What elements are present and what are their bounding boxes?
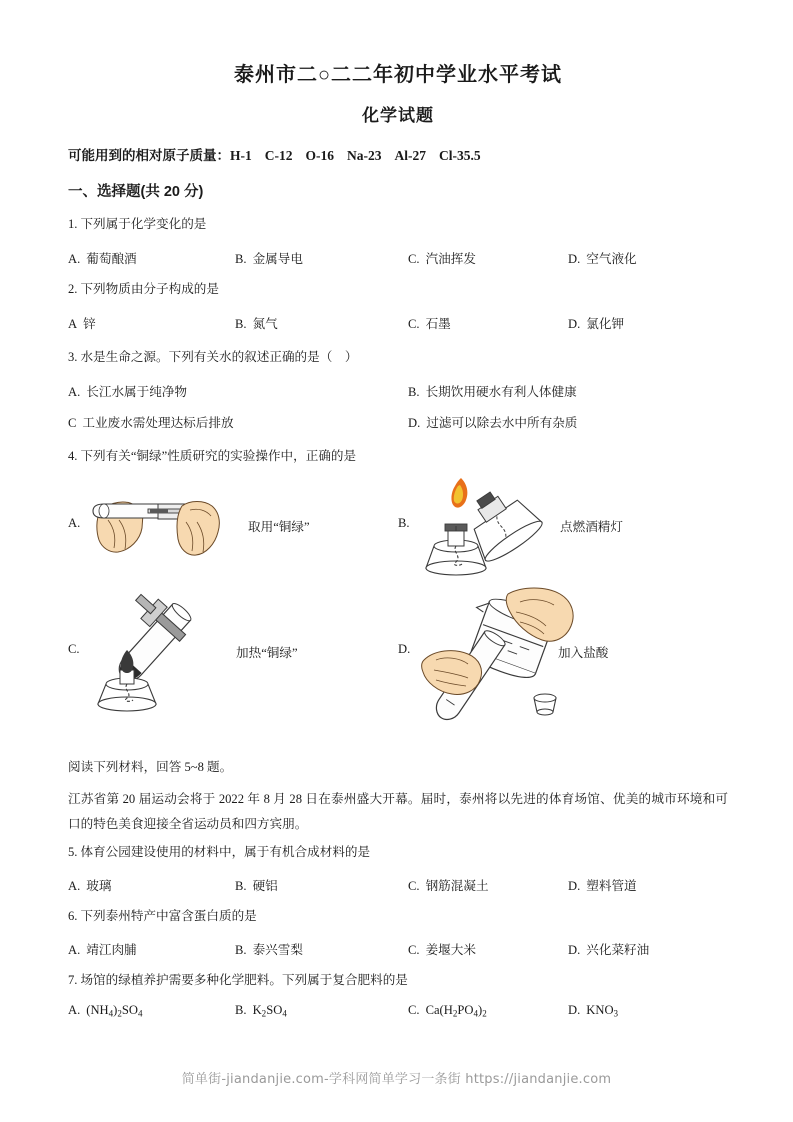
question-6-stem — [68, 907, 728, 926]
question-1-number: 1. — [68, 217, 78, 231]
option-text: 长江水属于纯净物 — [86, 384, 187, 399]
option-text: 空气液化 — [586, 251, 637, 266]
question-2-option-d[interactable] — [568, 313, 624, 332]
question-6-number: 6. — [68, 908, 78, 923]
page-subtitle: 化学试题 — [362, 106, 434, 125]
question-3-text: 水是生命之源。下列有关水的叙述正确的是（ ） — [80, 349, 358, 364]
atomic-mass-al: Al-27 — [394, 148, 426, 163]
question-6-option-d[interactable] — [568, 939, 649, 958]
option-formula: $(NH_4)_2SO_4$ — [86, 1002, 143, 1019]
question-5-option-b[interactable] — [235, 875, 278, 894]
atomic-mass-h: H-1 — [230, 148, 252, 163]
option-label: C. — [408, 316, 420, 331]
heating-test-tube-over-alcohol-lamp-icon — [90, 592, 225, 722]
option-text: 金属导电 — [252, 251, 303, 266]
question-3-option-c[interactable] — [68, 412, 234, 431]
option-label: D. — [568, 942, 581, 957]
option-label: D. — [398, 641, 411, 656]
option-label: A. — [68, 515, 81, 530]
question-7-option-b[interactable] — [235, 1003, 287, 1019]
reading-instruction: 阅读下列材料，回答 5~8 题。 — [68, 759, 233, 774]
option-label: D. — [568, 251, 581, 266]
atomic-mass-c: C-12 — [264, 148, 293, 163]
atomic-mass-o: O-16 — [305, 148, 334, 163]
question-5-option-d[interactable] — [568, 875, 637, 894]
question-3-option-b[interactable] — [408, 381, 577, 400]
option-label: C. — [408, 251, 420, 266]
option-label: D. — [568, 1002, 581, 1017]
option-formula: $KNO_3$ — [586, 1002, 619, 1019]
pouring-acid-from-beaker-into-test-tube-icon — [416, 586, 581, 736]
question-1-option-c[interactable] — [408, 248, 476, 267]
page-content — [68, 58, 728, 1035]
question-5-option-c[interactable] — [408, 875, 489, 894]
question-2-number: 2. — [68, 281, 78, 296]
question-3-option-a[interactable] — [68, 381, 187, 400]
option-text: 玻璃 — [86, 878, 112, 893]
footer-watermark: 简单街-jiandanjie.com-学科网简单学习一条街 https://jiandanjie.com — [181, 1072, 612, 1087]
option-label: B. — [235, 316, 247, 331]
option-caption: 加入盐酸 — [558, 645, 609, 660]
question-2-stem — [68, 280, 728, 299]
option-text: 泰兴雪梨 — [252, 942, 303, 957]
two-hands-test-tube-spatula-icon — [86, 476, 236, 581]
option-label: B. — [408, 384, 420, 399]
question-5-stem — [68, 843, 728, 862]
option-caption: 加热“铜绿” — [236, 645, 298, 660]
question-4-option-d[interactable] — [398, 592, 728, 742]
question-1-option-b[interactable] — [235, 248, 303, 267]
question-7-option-c[interactable] — [408, 1003, 487, 1019]
page-title: 泰州市二○二二年初中学业水平考试 — [233, 64, 563, 86]
option-text: 葡萄酿酒 — [86, 251, 137, 266]
question-2-option-b[interactable] — [235, 313, 278, 332]
question-2-options — [68, 313, 728, 330]
option-caption: 取用“铜绿” — [248, 519, 310, 534]
question-2-option-c[interactable] — [408, 313, 451, 332]
option-label: C. — [68, 641, 80, 656]
question-6-text: 下列泰州特产中富含蛋白质的是 — [80, 908, 257, 923]
question-7-number: 7. — [68, 972, 78, 987]
option-label: A — [68, 316, 78, 331]
option-formula: $K_2SO_4$ — [252, 1002, 287, 1019]
question-4-stem — [68, 447, 728, 466]
option-text: 氮气 — [252, 316, 278, 331]
option-label: D. — [568, 878, 581, 893]
option-label: C. — [408, 942, 420, 957]
question-4-option-c[interactable] — [68, 592, 398, 742]
option-text: 锌 — [83, 316, 96, 331]
option-label: D. — [408, 415, 421, 430]
option-label: B. — [398, 515, 410, 530]
question-2-text: 下列物质由分子构成的是 — [80, 281, 219, 296]
question-7-options — [68, 1003, 728, 1020]
option-text: 塑料管道 — [586, 878, 637, 893]
reading-passage: 江苏省第 20 届运动会将于 2022 年 8 月 28 日在泰州盛大开幕。届时，泰州将以先进的体育场馆、优美的城市环境和可口的特色美食迎接全省运动员和四方宾朋。 — [68, 791, 728, 831]
question-7-stem — [68, 971, 728, 990]
option-label: A. — [68, 1002, 81, 1017]
option-text: 钢筋混凝土 — [425, 878, 489, 893]
question-3-options — [68, 381, 728, 429]
question-1-text: 下列属于化学变化的是 — [80, 217, 207, 231]
option-text: 汽油挥发 — [425, 251, 476, 266]
question-2-option-a[interactable] — [68, 313, 96, 332]
question-1-options — [68, 248, 728, 265]
option-label: A. — [68, 942, 81, 957]
question-5-options — [68, 875, 728, 892]
option-text: 姜堰大米 — [425, 942, 476, 957]
option-label: A. — [68, 384, 81, 399]
question-6-option-a[interactable] — [68, 939, 137, 958]
lighting-alcohol-lamp-with-another-lamp-icon — [420, 470, 550, 593]
question-5-text: 体育公园建设使用的材料中，属于有机合成材料的是 — [80, 844, 371, 859]
question-4-option-b[interactable] — [398, 472, 728, 592]
option-label: B. — [235, 942, 247, 957]
option-label: C — [68, 415, 77, 430]
option-text: 长期饮用硬水有利人体健康 — [425, 384, 577, 399]
atomic-mass-cl: Cl-35.5 — [439, 148, 481, 163]
option-label: C. — [408, 878, 420, 893]
question-7-option-d[interactable] — [568, 1003, 618, 1019]
option-label: B. — [235, 878, 247, 893]
option-label: D. — [568, 316, 581, 331]
option-formula: $Ca(H_2PO_4)_2$ — [425, 1002, 487, 1019]
question-4-option-a[interactable] — [68, 472, 398, 592]
question-1-option-a[interactable] — [68, 248, 137, 267]
section-title-multiple-choice: 一、选择题(共 20 分) — [68, 184, 204, 200]
question-6-option-c[interactable] — [408, 939, 476, 958]
question-3-stem — [68, 348, 728, 367]
question-5-number: 5. — [68, 844, 78, 859]
option-label: B. — [235, 1002, 247, 1017]
option-text: 兴化菜籽油 — [586, 942, 650, 957]
option-text: 过滤可以除去水中所有杂质 — [426, 415, 578, 430]
option-text: 靖江肉脯 — [86, 942, 137, 957]
question-4-text: 下列有关“铜绿”性质研究的实验操作中，正确的是 — [80, 448, 357, 463]
option-text: 工业废水需处理达标后排放 — [82, 415, 234, 430]
option-text: 石墨 — [425, 316, 451, 331]
option-label: C. — [408, 1002, 420, 1017]
atomic-mass-label: 可能用到的相对原子质量： — [68, 148, 230, 163]
question-6-option-b[interactable] — [235, 939, 303, 958]
question-5-option-a[interactable] — [68, 875, 111, 894]
question-7-option-a[interactable] — [68, 1003, 143, 1019]
question-7-text: 场馆的绿植养护需要多种化学肥料。下列属于复合肥料的是 — [80, 972, 408, 987]
question-4-figure-options — [68, 472, 728, 742]
option-label: A. — [68, 251, 81, 266]
question-1-option-d[interactable] — [568, 248, 637, 267]
atomic-mass-na: Na-23 — [347, 148, 382, 163]
option-text: 氯化钾 — [586, 316, 625, 331]
option-label: B. — [235, 251, 247, 266]
question-6-options — [68, 939, 728, 956]
atomic-mass-values — [230, 148, 494, 163]
question-3-number: 3. — [68, 349, 78, 364]
option-caption: 点燃酒精灯 — [560, 519, 623, 534]
option-label: A. — [68, 878, 81, 893]
atomic-mass-line — [68, 144, 728, 164]
question-3-option-d[interactable] — [408, 412, 577, 431]
option-text: 硬铝 — [252, 878, 278, 893]
question-4-number: 4. — [68, 448, 78, 463]
question-1-stem — [68, 215, 728, 234]
